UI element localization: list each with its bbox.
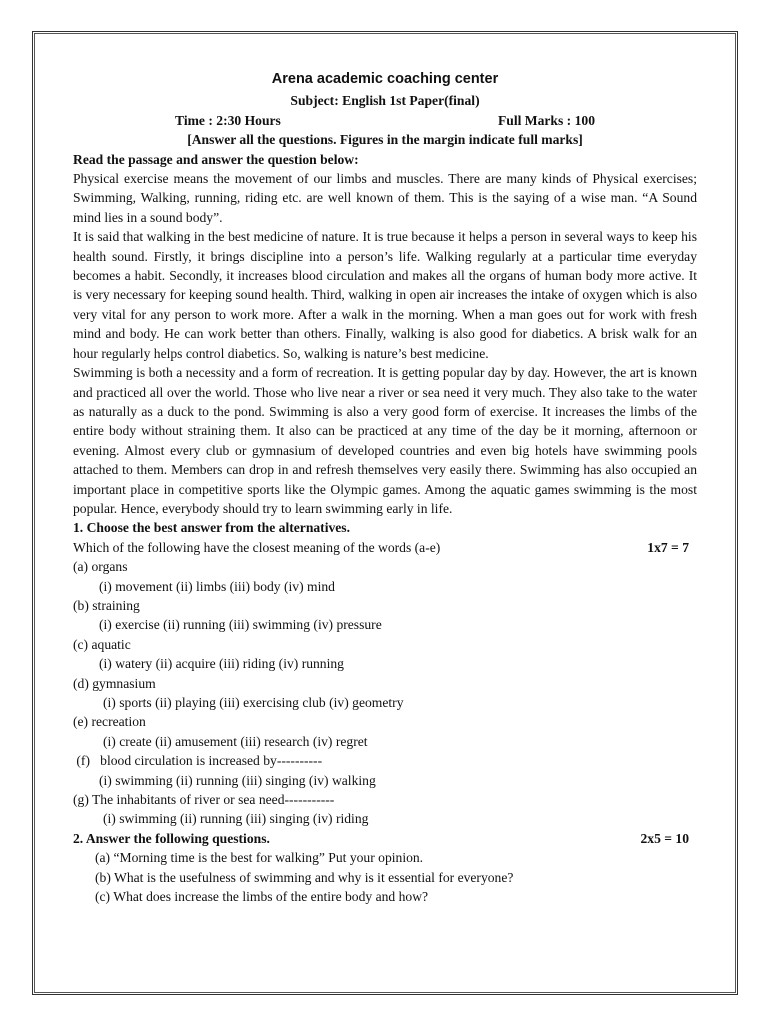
q1-item-label: (d) gymnasium <box>73 675 156 691</box>
q1-item-d <box>73 674 697 713</box>
q2-marks: 2x5 = 10 <box>640 830 689 846</box>
passage-heading: Read the passage and answer the question below: <box>73 151 359 167</box>
q1-item-options: (i) swimming (ii) running (iii) singing (iv) riding <box>103 811 369 827</box>
exam-sheet <box>73 68 697 906</box>
q1-item-label: (f) blood circulation is increased by---------- <box>73 753 323 769</box>
instruction-line: [Answer all the questions. Figures in the margin indicate full marks] <box>187 132 583 148</box>
q1-prompt-row <box>73 538 697 557</box>
q1-item-label: (c) aquatic <box>73 636 131 652</box>
q1-item-label: (a) organs <box>73 559 128 575</box>
q2-item-a: (a) “Morning time is the best for walking” Put your opinion. <box>95 850 424 866</box>
q1-item-options: (i) create (ii) amusement (iii) research (iv) regret <box>103 733 368 749</box>
time-marks-row <box>175 111 595 130</box>
passage-paragraph-2: It is said that walking in the best medicine of nature. It is true because it helps a person in several ways to keep his health sound. Firstly, it brings discipline into a person’s life. Walking regularly at a particular time everyday becomes a habit. Secondly, it increases blood circulation and makes all the organs of human body more active. It is very necessary for keeping sound health. Third, walking in open air increases the intake of oxygen which is also very vital for any person to work more. After a walk in the morning. When a man goes out for work with fresh mind and body. He can work better than others. Finally, walking is also good for diabetics. A brisk walk for an hour regularly helps control diabetics. So, walking is nature’s best medicine. <box>73 229 697 361</box>
q1-item-c <box>73 635 697 674</box>
time-label: Time : 2:30 Hours <box>175 112 281 128</box>
passage-paragraph-3: Swimming is both a necessity and a form of recreation. It is getting popular day by day. However, the art is known and practiced all over the world. Those who live near a river or sea need it very much. They also take to the water as naturally as a duck to the pond. Swimming is also a very good form of exercise. It increases the limbs of the entire body without straining them. It also can be practiced at any time of the day be it morning, afternoon or evening. Almost every club or gymnasium of developed countries and even big hotels have swimming pools attached to them. Members can drop in and refresh themselves very easily there. Swimming has also occupied an important place in competitive sports like the Olympic games. Among the aquatic games swimming is the most popular. Hence, everybody should try to learn swimming early in life. <box>73 365 697 516</box>
org-title: Arena academic coaching center <box>271 71 499 87</box>
q1-item-g <box>73 790 697 829</box>
q1-item-a <box>73 557 697 596</box>
q1-item-b <box>73 596 697 635</box>
q1-item-e <box>73 712 697 751</box>
q2-item-b: (b) What is the usefulness of swimming and why is it essential for everyone? <box>95 869 514 885</box>
q1-item-options: (i) exercise (ii) running (iii) swimming (iv) pressure <box>99 617 382 633</box>
passage-paragraph-1: Physical exercise means the movement of our limbs and muscles. There are many kinds of Physical exercises; Swimming, Walking, running, riding etc. are well known of them. This is the saying of a wise man. “A Sound mind lies in a sound body”. <box>73 171 697 225</box>
q1-prompt: Which of the following have the closest meaning of the words (a-e) <box>73 539 441 555</box>
q1-marks: 1x7 = 7 <box>647 539 689 555</box>
q2-item-c: (c) What does increase the limbs of the entire body and how? <box>95 889 429 905</box>
q1-heading: 1. Choose the best answer from the alternatives. <box>73 520 350 536</box>
q2-heading: 2. Answer the following questions. <box>73 830 270 846</box>
q1-item-options: (i) movement (ii) limbs (iii) body (iv) mind <box>99 578 335 594</box>
q1-item-options: (i) watery (ii) acquire (iii) riding (iv) running <box>99 656 344 672</box>
q1-item-options: (i) sports (ii) playing (iii) exercising club (iv) geometry <box>103 695 404 710</box>
q1-item-label: (b) straining <box>73 597 140 613</box>
q1-item-label: (g) The inhabitants of river or sea need----------- <box>73 792 335 808</box>
subject-line: Subject: English 1st Paper(final) <box>290 93 480 109</box>
q2-heading-row <box>73 829 697 848</box>
full-marks-label: Full Marks : 100 <box>497 112 595 128</box>
q1-item-f <box>73 751 697 790</box>
q1-item-label: (e) recreation <box>73 714 146 730</box>
q1-item-options: (i) swimming (ii) running (iii) singing (iv) walking <box>99 772 376 788</box>
